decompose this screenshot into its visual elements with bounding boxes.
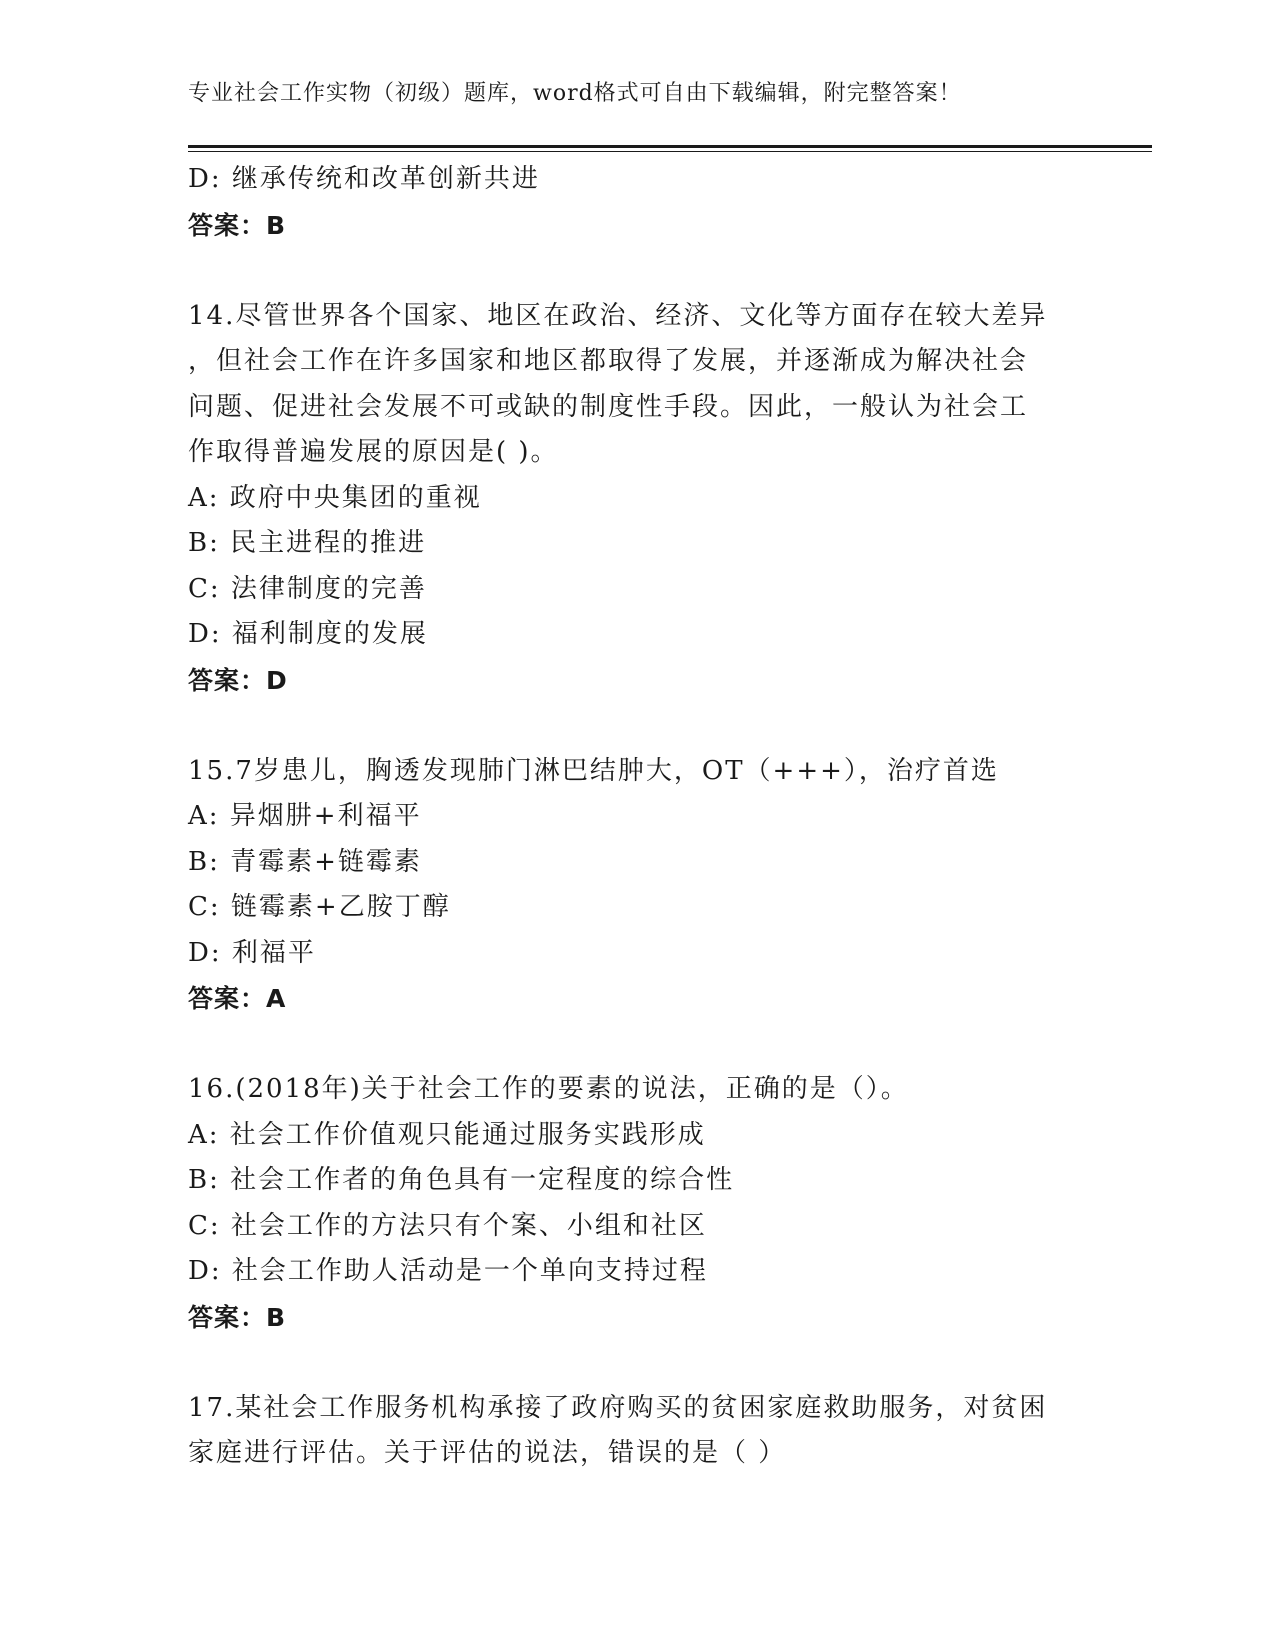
question-stem-line: 15.7岁患儿，胸透发现肺门淋巴结肿大，OT（+++），治疗首选 — [188, 755, 999, 786]
option-c: C: 法律制度的完善 — [188, 573, 427, 604]
question-stem-line: 家庭进行评估。关于评估的说法，错误的是（ ） — [188, 1438, 787, 1468]
question-stem-line: 16.(2018年)关于社会工作的要素的说法，正确的是（）。 — [188, 1074, 909, 1104]
option-a: A: 社会工作价值观只能通过服务实践形成 — [188, 1119, 706, 1150]
option-b: B: 民主进程的推进 — [188, 528, 427, 558]
answer-line: 答案：B — [188, 1302, 287, 1332]
spacer — [188, 1022, 1088, 1068]
header-rule-thick — [188, 145, 1152, 148]
option-c: C: 链霉素+乙胺丁醇 — [188, 892, 451, 922]
question-stem-line: ，但社会工作在许多国家和地区都取得了发展，并逐渐成为解决社会 — [188, 346, 1029, 376]
option-d: D: 利福平 — [188, 937, 316, 968]
question-stem-line: 作取得普遍发展的原因是( )。 — [188, 437, 559, 467]
question-15 — [188, 749, 1088, 1022]
answer-line: 答案：B — [188, 210, 287, 240]
question-stem-line: 17.某社会工作服务机构承接了政府购买的贫困家庭救助服务，对贫困 — [188, 1392, 1048, 1423]
option-d: D: 福利制度的发展 — [188, 619, 428, 649]
page-header: 专业社会工作实物（初级）题库，word格式可自由下载编辑，附完整答案！ — [188, 81, 962, 106]
option-a: A: 异烟肼+利福平 — [188, 801, 422, 831]
option-d: D: 社会工作助人活动是一个单向支持过程 — [188, 1256, 708, 1286]
option-d: D: 继承传统和改革创新共进 — [188, 164, 540, 194]
question-17 — [188, 1386, 1088, 1477]
option-b: B: 社会工作者的角色具有一定程度的综合性 — [188, 1165, 735, 1195]
spacer — [188, 1340, 1088, 1386]
question-stem-line: 问题、促进社会发展不可或缺的制度性手段。因此，一般认为社会工 — [188, 391, 1029, 422]
question-16 — [188, 1067, 1088, 1340]
option-c: C: 社会工作的方法只有个案、小组和社区 — [188, 1210, 707, 1241]
option-a: A: 政府中央集团的重视 — [188, 482, 482, 513]
option-b: B: 青霉素+链霉素 — [188, 846, 422, 877]
question-14 — [188, 294, 1088, 704]
question-stem-line: 14.尽管世界各个国家、地区在政治、经济、文化等方面存在较大差异 — [188, 300, 1048, 331]
answer-line: 答案：D — [188, 665, 288, 695]
question-content — [188, 157, 1088, 1477]
header-rule-thin — [188, 151, 1152, 152]
spacer — [188, 703, 1088, 749]
spacer — [188, 248, 1088, 294]
answer-line: 答案：A — [188, 984, 287, 1013]
